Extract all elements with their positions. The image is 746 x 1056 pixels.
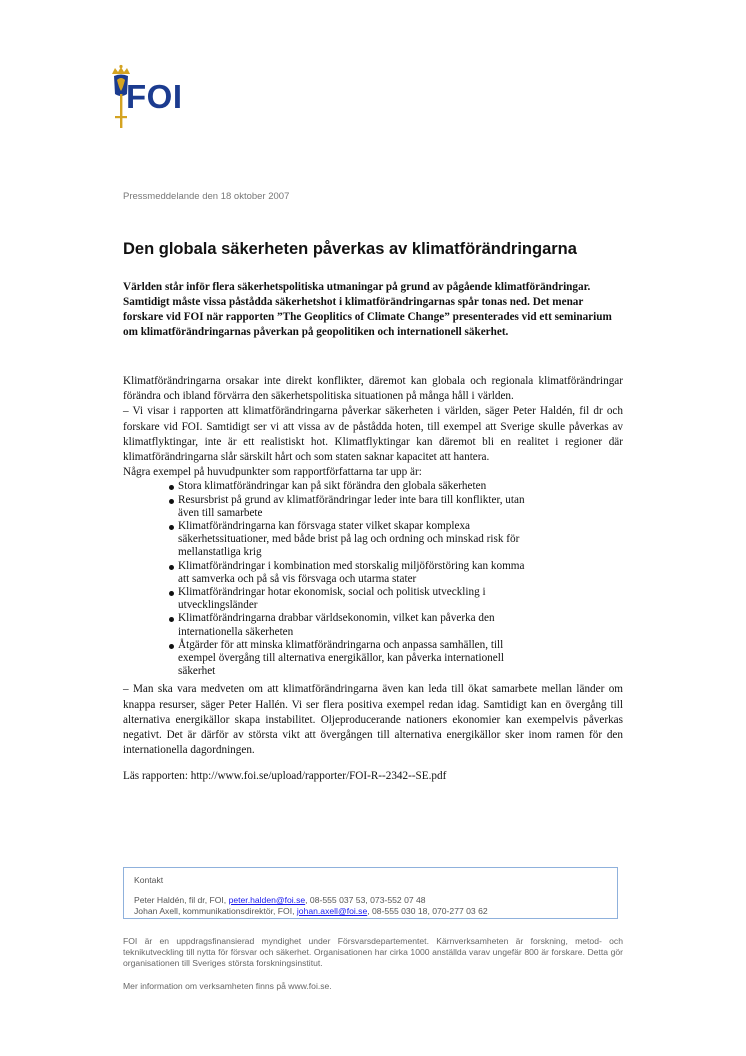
list-item: Åtgärder för att minska klimatförändringarna och anpassa samhällen, till exempel övergång till alternativa energikällor, kan påverka internationell säkerhet [123, 639, 538, 679]
lead-paragraph: Världen står inför flera säkerhetspolitiska utmaningar på grund av pågående klimatförändringar. Samtidigt måste vissa påstådda säkerhetshot i klimatförändringarnas spår tonas ned. Det menar forskare vid FOI när rapporten ”The Geoplitics of Climate Change” presenterades vid ett seminarium om klimatförändringarnas påverkan på geopolitiken och internationell säkerhet. [123, 281, 612, 338]
foi-logo-text: FOI [126, 78, 183, 115]
page-title: Den globala säkerheten påverkas av klimatförändringarna [123, 240, 577, 258]
bullet-dot-icon [169, 565, 174, 570]
contact-box [123, 867, 618, 919]
list-item: Stora klimatförändringar kan på sikt förändra den globala säkerheten [123, 480, 538, 493]
bullet-dot-icon [169, 499, 174, 504]
contact-row-halden: Peter Haldén, fil dr, FOI, peter.halden@foi.se, 08-555 037 53, 073-552 07 48 [134, 895, 426, 905]
bullet-dot-icon [169, 591, 174, 596]
contact-label: Kontakt [134, 875, 164, 885]
email-link-axell[interactable]: johan.axell@foi.se [296, 906, 368, 916]
bullet-dot-icon [169, 485, 174, 490]
body-paragraph-2: – Vi visar i rapporten att klimatförändringarna påverkar säkerheten i världen, säger Peter Haldén, fil dr och forskare vid FOI. Samtidigt ser vi att vissa av de påstådda hoten, till exempel att Sverige skulle påverkas av klimatflyktingar, inte är ett realistiskt hot. Klimatflyktingar kan däremot bli en realitet i regioner där klimatförändringarna slår särskilt hårt och som staten saknar kapacitet att hantera. [123, 405, 623, 464]
list-item: Klimatförändringar i kombination med storskalig miljöförstöring kan komma att samverka och på så vis försvaga och utarma stater [123, 560, 538, 586]
list-item: Resursbrist på grund av klimatförändringar leder inte bara till konflikter, utan även till samarbete [123, 494, 538, 520]
contact-row-axell: Johan Axell, kommunikationsdirektör, FOI, johan.axell@foi.se, 08-555 030 18, 070-277 03 62 [134, 906, 488, 916]
email-link-halden[interactable]: peter.halden@foi.se [228, 895, 306, 905]
body-text [123, 374, 623, 785]
body-paragraph-4: – Man ska vara medveten om att klimatförändringarna även kan leda till ökat samarbete mellan länder om knappa resurser, säger Peter Hallén. Vi ser flera positiva exempel redan idag. Samtidigt kan en övergång till alternativa energikällor skapa instabilitet. Oljeproducerande nationers ekonomier kan exempelvis påverkas negativt. Det är därför av största vikt att övergången till alternativa energikällor sker inom ramen för den internationella dagordningen. [123, 683, 623, 757]
press-release-date: Pressmeddelande den 18 oktober 2007 [123, 191, 290, 202]
more-info-line: Mer information om verksamheten finns på www.foi.se. [123, 981, 332, 991]
list-item: Klimatförändringarna drabbar världsekonomin, vilket kan påverka den internationella säkerheten [123, 612, 538, 638]
bullet-dot-icon [169, 617, 174, 622]
body-paragraph-3: Några exempel på huvudpunkter som rapportförfattarna tar upp är: [123, 466, 422, 479]
bullet-dot-icon [169, 644, 174, 649]
list-item: Klimatförändringar hotar ekonomisk, social och politisk utveckling i utvecklingsländer [123, 586, 538, 612]
report-link-line[interactable]: Läs rapporten: http://www.foi.se/upload/rapporter/FOI-R--2342--SE.pdf [123, 770, 447, 783]
about-foi-text: FOI är en uppdragsfinansierad myndighet under Försvarsdepartementet. Kärnverksamheten är forskning, metod- och teknikutveckling till nytta för försvar och säkerhet. Organisationen har cirka 1000 anställda varav ungefär 800 är forskare. Detta gör organisationen till Sveriges största forskningsinstitut. [123, 936, 623, 968]
bullet-dot-icon [169, 525, 174, 530]
body-paragraph-1: Klimatförändringarna orsakar inte direkt konflikter, däremot kan globala och regionala klimatförändringar förändra och ibland förvärra den säkerhetspolitiska situationen på många håll i världen. [123, 375, 623, 403]
key-points-list [123, 480, 623, 678]
list-item: Klimatförändringarna kan försvaga stater vilket skapar komplexa säkerhetssituationer, med både brist på lag och ordning och minskad risk för mellanstatliga krig [123, 520, 538, 560]
